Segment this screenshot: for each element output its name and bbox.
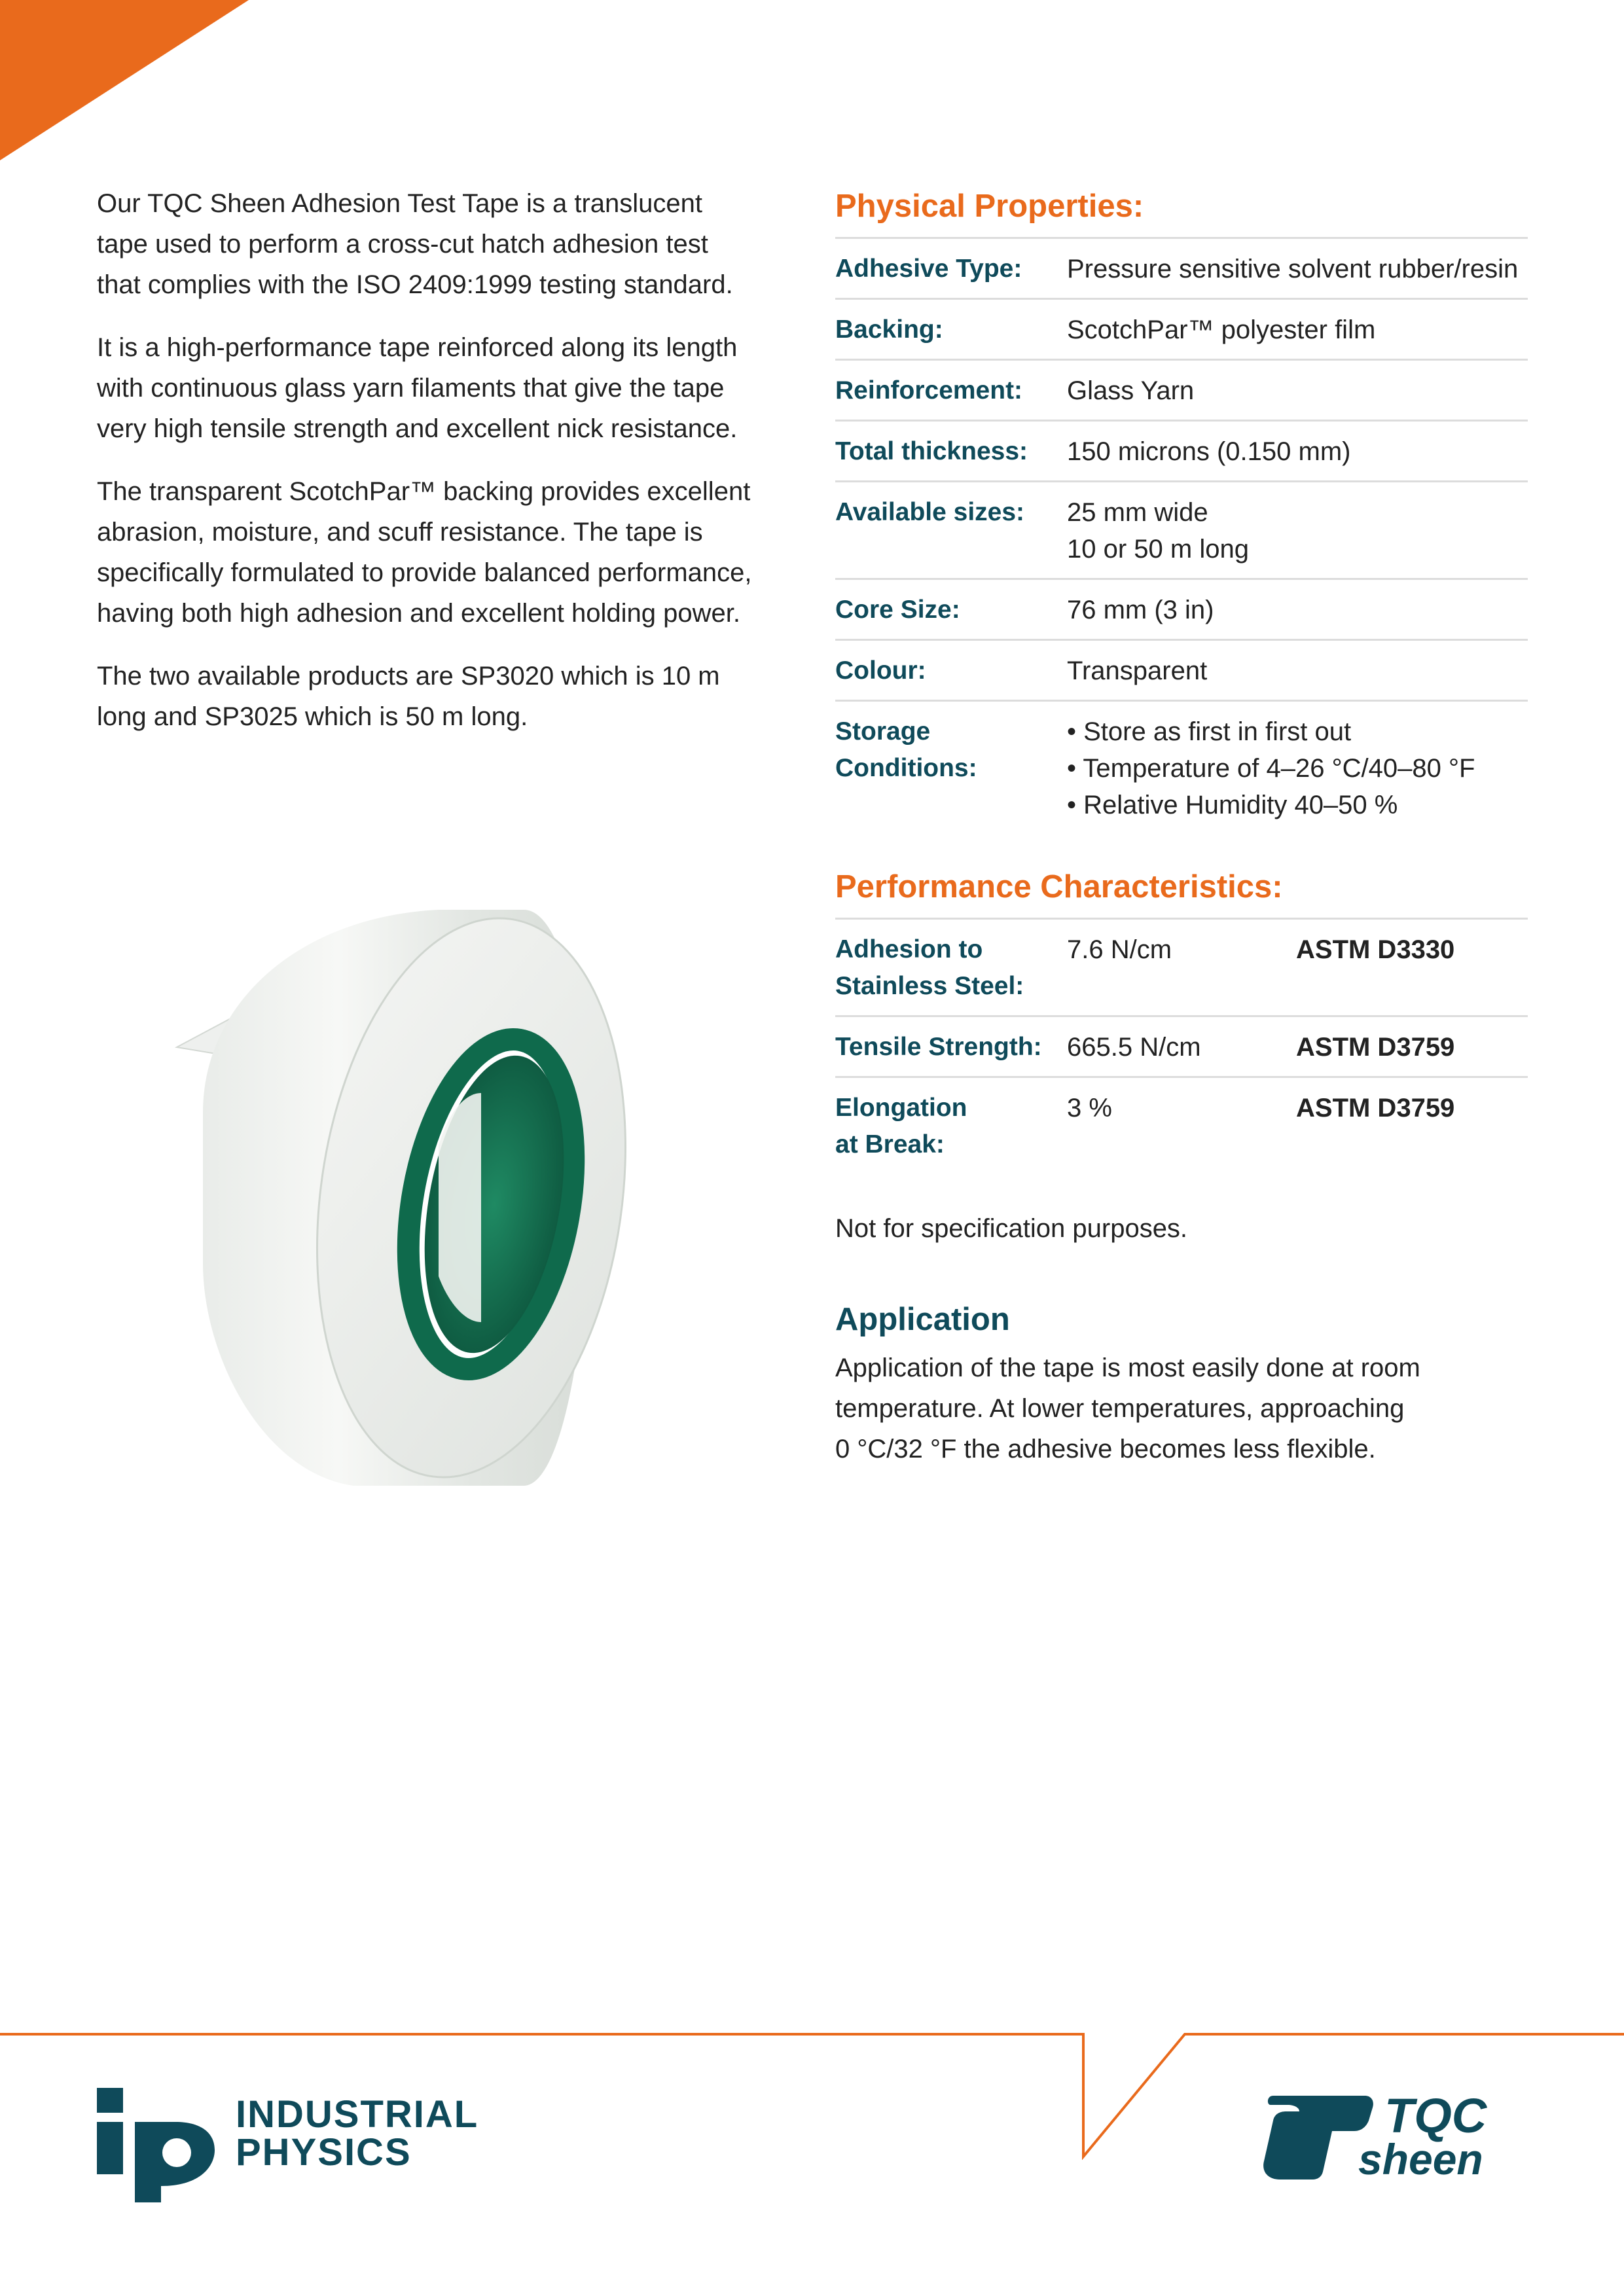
row-standard: ASTM D3330 [1296,935,1455,964]
label-line: Elongation [835,1094,967,1122]
text-line: specifically formulated to provide balanced performance, [97,558,752,587]
table-row [835,920,1528,1017]
application-text [835,1348,1528,1469]
table-row [835,1017,1528,1078]
text-line: having both high adhesion and excellent holding power. [97,599,740,628]
row-value [1067,653,1528,689]
label-line: Stainless Steel: [835,972,1024,1000]
row-value [1067,251,1528,287]
intro-paragraph-3 [97,471,791,634]
row-value [1067,713,1528,823]
text-line: abrasion, moisture, and scuff resistance. The tape is [97,518,703,547]
value-line: Pressure sensitive solvent rubber/resin [1067,255,1519,283]
performance-title: Performance Characteristics: [835,869,1283,905]
label-line: Storage [835,717,931,745]
performance-section [835,864,1528,1174]
label-line: Tensile Strength: [835,1033,1042,1061]
physical-properties-table [835,239,1528,834]
text-line: The two available products are SP3020 which is 10 m [97,662,720,691]
value-line: Transparent [1067,656,1208,685]
text-line: tape used to perform a cross-cut hatch adhesion test [97,230,708,259]
intro-paragraph-2 [97,327,791,449]
row-value [1067,433,1528,470]
industrial-physics-logo-icon [97,2088,228,2206]
row-value [1067,494,1528,567]
text-line: 0 °C/32 °F the adhesive becomes less flexible. [835,1435,1376,1463]
row-standard: ASTM D3759 [1296,1094,1455,1122]
text-line: very high tensile strength and excellent nick resistance. [97,414,738,443]
table-row [835,361,1528,422]
table-row [835,702,1528,834]
value-line: 150 microns (0.150 mm) [1067,437,1351,466]
logo-text-line: sheen [1358,2135,1483,2183]
row-label: Backing: [835,315,943,344]
row-value [1067,372,1528,409]
intro-paragraph-1 [97,183,791,305]
specification-note: Not for specification purposes. [835,1214,1188,1243]
intro-text [97,183,791,759]
row-value [1067,592,1528,628]
table-row [835,641,1528,702]
value-line: • Relative Humidity 40–50 % [1067,791,1398,819]
value-line: ScotchPar™ polyester film [1067,315,1376,344]
text-line: Our TQC Sheen Adhesion Test Tape is a translucent [97,189,702,218]
table-row [835,482,1528,580]
value-line: 25 mm wide [1067,498,1208,527]
row-label [835,1090,1067,1163]
row-label: Core Size: [835,596,960,624]
row-label: Adhesive Type: [835,255,1022,283]
label-line: Adhesion to [835,935,983,963]
tape-roll-image [157,897,746,1499]
label-line: at Break: [835,1130,945,1158]
table-row [835,422,1528,482]
corner-accent-triangle [0,0,249,160]
table-row [835,580,1528,641]
text-line: It is a high-performance tape reinforced along its length [97,333,738,362]
table-row [835,239,1528,300]
intro-paragraph-4 [97,656,791,737]
row-label [835,1029,1067,1066]
row-label [835,713,1067,787]
logo-text-line: INDUSTRIAL [236,2093,479,2136]
properties-column [835,183,1528,1469]
row-value: 7.6 N/cm [1067,935,1172,964]
row-label: Available sizes: [835,498,1025,526]
logo-text-line: TQC [1384,2089,1487,2143]
text-line: Application of the tape is most easily done at room [835,1354,1420,1382]
row-label [835,931,1067,1005]
text-line: temperature. At lower temperatures, approaching [835,1394,1405,1423]
text-line: with continuous glass yarn filaments that give the tape [97,374,725,403]
value-line: 10 or 50 m long [1067,535,1249,564]
logo-text-line: PHYSICS [236,2131,412,2174]
physical-properties-title: Physical Properties: [835,188,1144,224]
value-line: 76 mm (3 in) [1067,596,1214,624]
row-value: 665.5 N/cm [1067,1033,1201,1062]
table-row [835,300,1528,361]
value-line: Glass Yarn [1067,376,1195,405]
application-title: Application [835,1302,1010,1337]
row-label: Colour: [835,656,926,685]
table-row [835,1078,1528,1174]
row-value: 3 % [1067,1094,1112,1122]
row-label: Total thickness: [835,437,1028,465]
tqc-sheen-logo-icon [1254,2081,1528,2186]
row-standard: ASTM D3759 [1296,1033,1455,1062]
text-line: that complies with the ISO 2409:1999 testing standard. [97,270,733,299]
text-line: The transparent ScotchPar™ backing provides excellent [97,477,751,506]
text-line: long and SP3025 which is 50 m long. [97,702,528,731]
industrial-physics-logo-text [236,2093,479,2174]
value-line: • Store as first in first out [1067,717,1352,746]
row-value [1067,312,1528,348]
value-line: • Temperature of 4–26 °C/40–80 °F [1067,754,1475,783]
label-line: Conditions: [835,754,977,782]
row-label: Reinforcement: [835,376,1023,404]
